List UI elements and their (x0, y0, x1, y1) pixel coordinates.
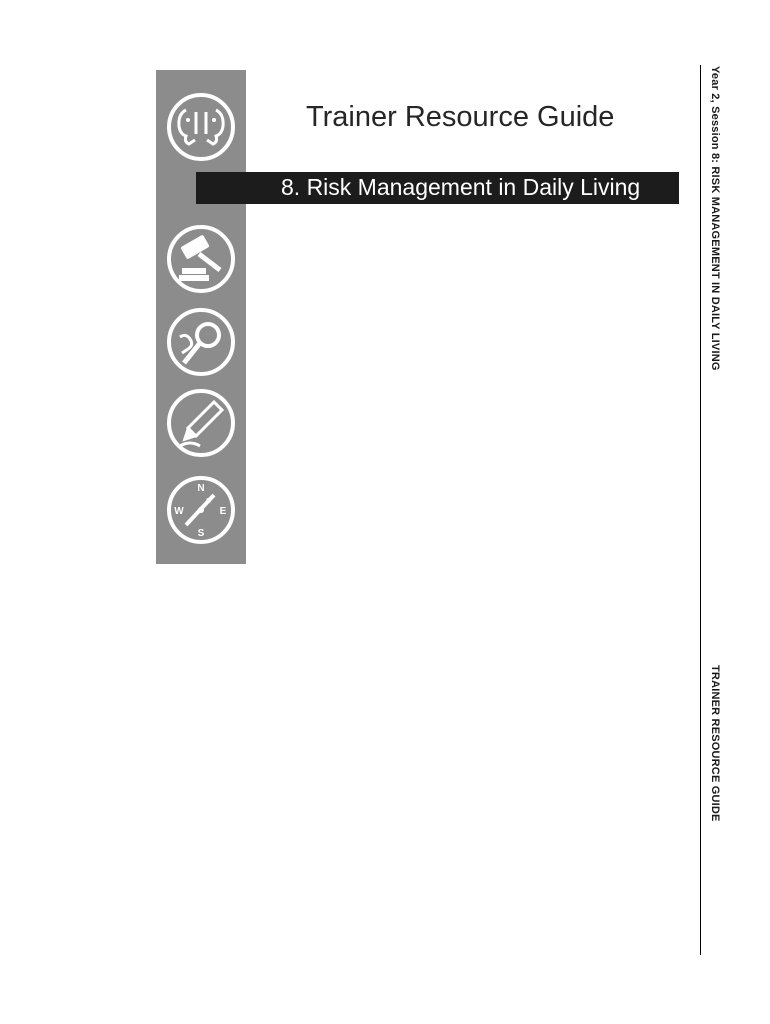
compass-north-label: N (197, 483, 205, 494)
faces-icon (166, 92, 236, 162)
pen-icon (166, 388, 236, 458)
section-banner-text: 8. Risk Management in Daily Living (281, 174, 641, 200)
icon-sidebar (156, 70, 246, 564)
running-footer: TRAINER RESOURCE GUIDE (709, 665, 721, 822)
compass-west-label: W (174, 506, 184, 517)
running-header: Year 2, Session 8: RISK MANAGEMENT IN DAILY LIVING (709, 66, 721, 371)
compass-icon (166, 475, 236, 545)
compass-south-label: S (197, 528, 205, 539)
document-title: Trainer Resource Guide (306, 101, 615, 133)
vertical-rule (700, 65, 701, 955)
compass-east-label: E (219, 506, 227, 517)
gavel-icon (166, 224, 236, 294)
magnifier-icon (166, 307, 236, 377)
section-banner (196, 172, 679, 204)
